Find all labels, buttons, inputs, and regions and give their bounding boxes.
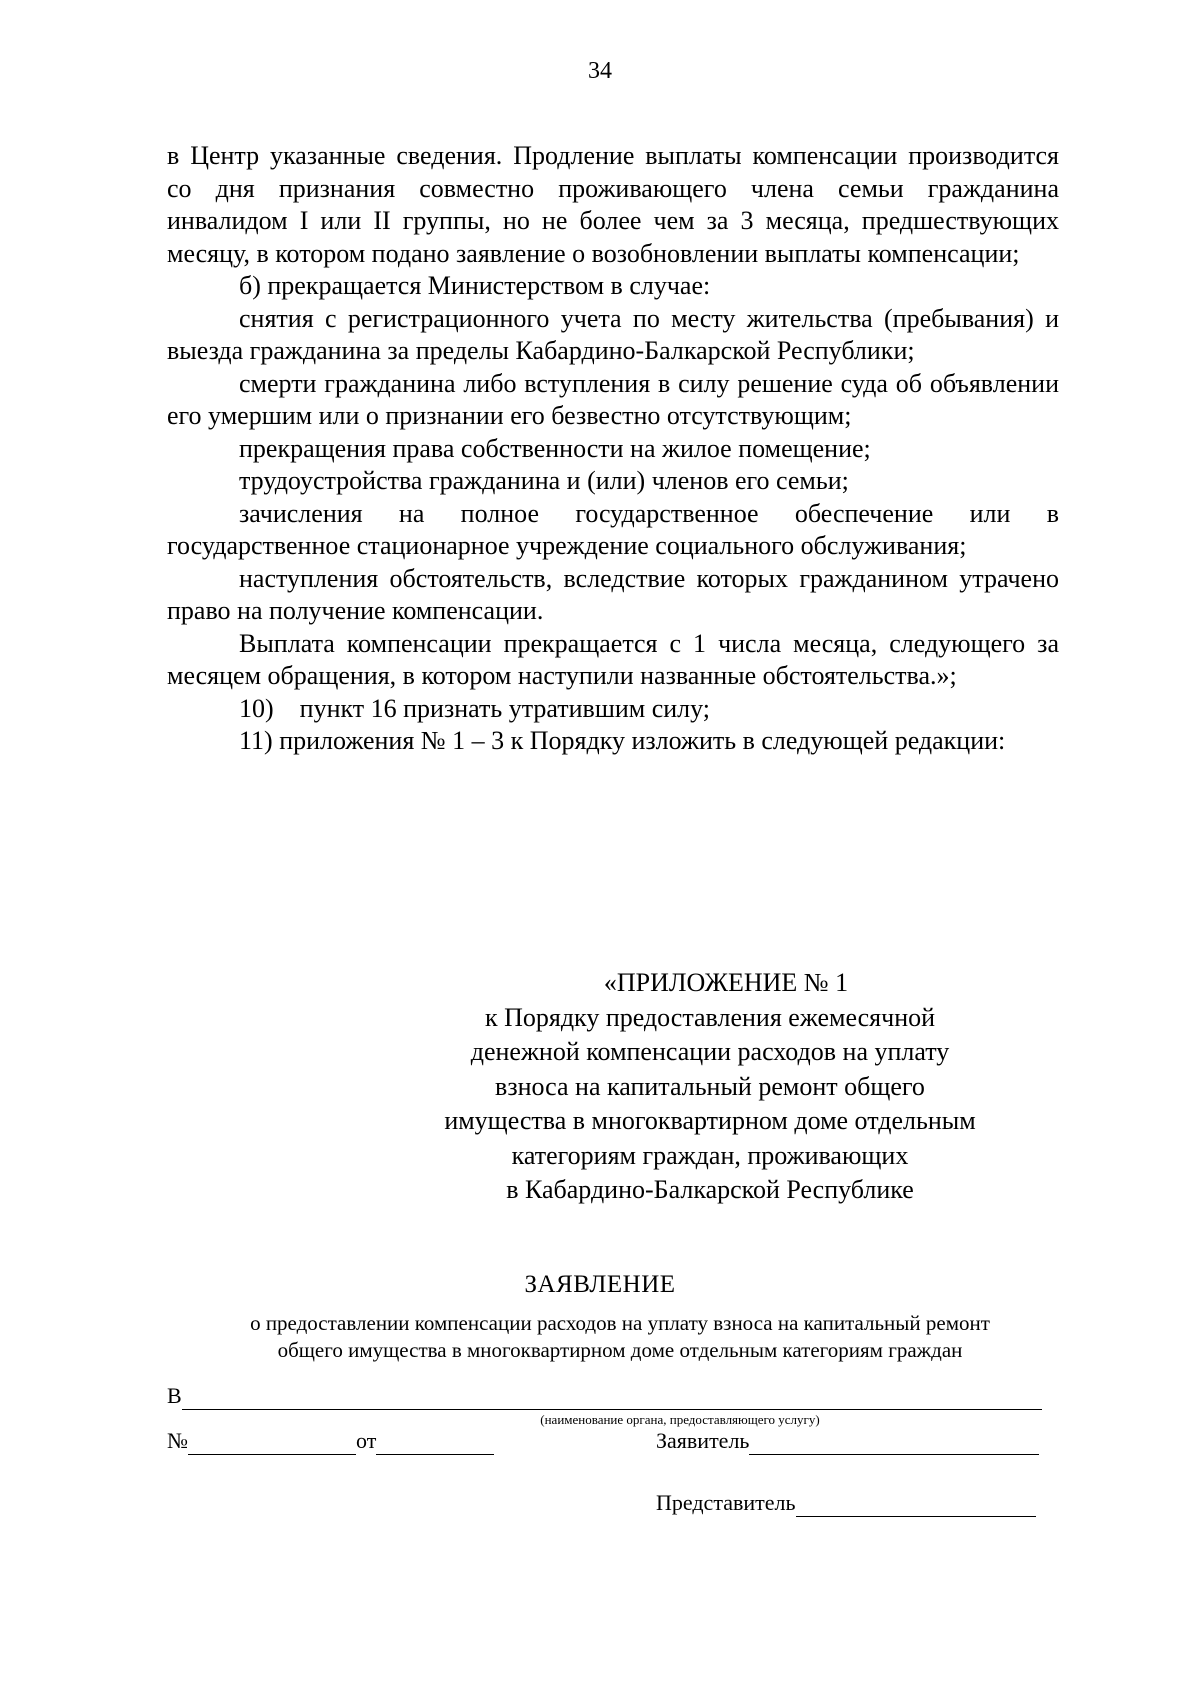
statement-subtitle: о предоставлении компенсации расходов на уплату взноса на капитальный ремонт xyxy=(250,1311,990,1335)
paragraph: трудоустройства гражданина и (или) членов его семьи; xyxy=(239,466,849,495)
date-field[interactable] xyxy=(376,1428,494,1455)
paragraph: б) прекращается Министерством в случае: xyxy=(239,271,711,300)
statement-subtitle: общего имущества в многоквартирном доме отдельным категориям граждан xyxy=(277,1338,963,1362)
paragraph: смерти гражданина либо вступления в силу решение суда об объявлении его умершим или о признании его безвестно отсутствующим; xyxy=(167,368,1059,430)
page-number: 34 xyxy=(588,58,612,84)
appendix-line: в Кабардино-Балкарской Республике xyxy=(506,1175,914,1204)
paragraph: прекращения права собственности на жилое помещение; xyxy=(239,433,871,463)
representative-field[interactable] xyxy=(796,1490,1036,1517)
appendix-line: взноса на капитальный ремонт общего xyxy=(495,1071,925,1101)
appendix-line: имущества в многоквартирном доме отдельным xyxy=(444,1106,976,1135)
recipient-caption: (наименование органа, предоставляющего услугу) xyxy=(540,1412,820,1427)
recipient-label: В xyxy=(167,1383,182,1408)
applicant-row xyxy=(656,1428,1039,1455)
applicant-field[interactable] xyxy=(749,1428,1039,1455)
applicant-label: Заявитель xyxy=(656,1428,750,1453)
number-label: № xyxy=(167,1428,188,1453)
date-label: от xyxy=(356,1428,377,1453)
recipient-row xyxy=(167,1383,1042,1410)
representative-row xyxy=(656,1490,1036,1517)
paragraph: наступления обстоятельств, вследствие которых гражданином утрачено право на получение компенсации. xyxy=(167,563,1059,625)
paragraph: снятия с регистрационного учета по месту жительства (пребывания) и выезда гражданина за пределы Кабардино-Балкарской Республики; xyxy=(167,303,1059,365)
representative-label: Представитель xyxy=(656,1490,796,1515)
body-text xyxy=(167,140,1059,758)
paragraph: зачисления на полное государственное обеспечение или в государственное стационарное учреждение социального обслуживания; xyxy=(167,498,1059,560)
paragraph: 11) приложения № 1 – 3 к Порядку изложить в следующей редакции: xyxy=(239,726,1006,755)
appendix-title: «ПРИЛОЖЕНИЕ № 1 xyxy=(603,968,849,997)
appendix-line: к Порядку предоставления ежемесячной xyxy=(484,1002,936,1032)
paragraph: 10) пункт 16 признать утратившим силу; xyxy=(239,693,711,723)
number-field[interactable] xyxy=(188,1428,356,1455)
appendix-line: категориям граждан, проживающих xyxy=(511,1140,909,1170)
paragraph: в Центр указанные сведения. Продление выплаты компенсации производится со дня признания совместно проживающего члена семьи гражданина инвалидом I или II группы, но не более чем за 3 месяца, предшествующих месяцу, в котором подано заявление о возобновлении выплаты компенсации; xyxy=(167,141,1059,268)
paragraph: Выплата компенсации прекращается с 1 числа месяца, следующего за месяцем обращения, в котором наступили названные обстоятельства.»; xyxy=(167,628,1059,690)
number-date-row xyxy=(167,1428,494,1455)
statement-title: ЗАЯВЛЕНИЕ xyxy=(524,1271,676,1298)
appendix-line: денежной компенсации расходов на уплату xyxy=(470,1037,950,1066)
appendix-header xyxy=(425,966,995,1208)
recipient-field[interactable] xyxy=(182,1383,1042,1410)
